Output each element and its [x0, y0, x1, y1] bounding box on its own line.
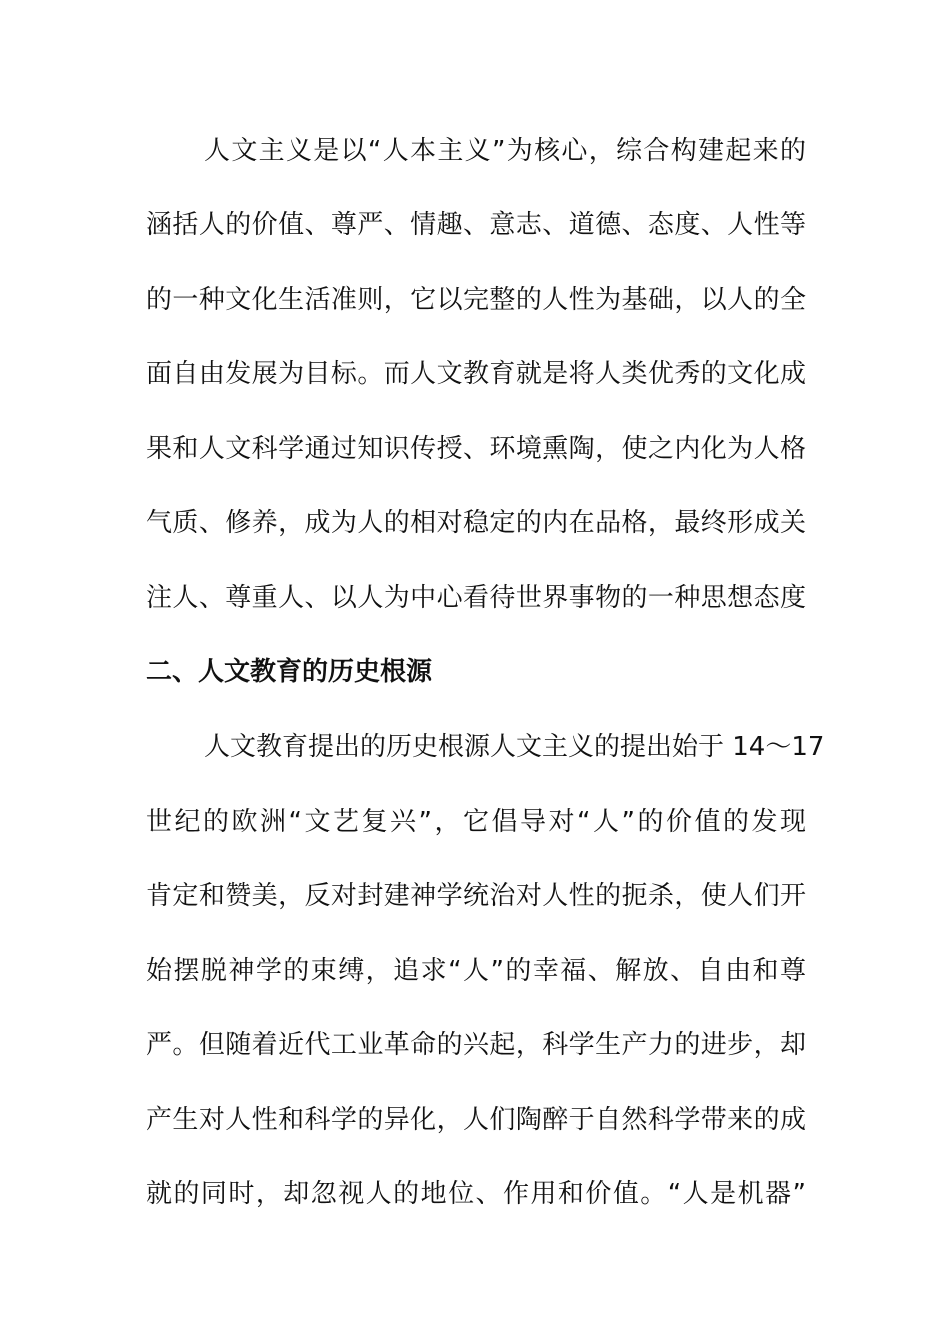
paragraph1-line-1: 人文主义是以“人本主义”为核心，综合构建起来的 [204, 136, 806, 166]
paragraph2-line-7: 就的同时，却忽视人的地位、作用和价值。“人是机器” [146, 1179, 806, 1209]
paragraph1-line-6: 气质、修养，成为人的相对稳定的内在品格，最终形成关 [146, 508, 806, 538]
paragraph2-line-5: 严。但随着近代工业革命的兴起，科学生产力的进步，却 [146, 1030, 806, 1060]
paragraph2-line-2: 世纪的欧洲“文艺复兴”，它倡导对“人”的价值的发现 [146, 807, 806, 837]
paragraph2-line-6: 产生对人性和科学的异化，人们陶醉于自然科学带来的成 [146, 1105, 806, 1135]
paragraph1-line-5: 果和人文科学通过知识传授、环境熏陶，使之内化为人格 [146, 434, 806, 464]
paragraph2-line-4: 始摆脱神学的束缚，追求“人”的幸福、解放、自由和尊 [146, 956, 806, 986]
paragraph2-line-3: 肯定和赞美，反对封建神学统治对人性的扼杀，使人们开 [146, 881, 806, 911]
paragraph2-line-1: 人文教育提出的历史根源人文主义的提出始于 14～17 [204, 732, 825, 762]
paragraph1-line-2: 涵括人的价值、尊严、情趣、意志、道德、态度、人性等 [146, 210, 806, 240]
section-heading: 二、人文教育的历史根源 [146, 657, 433, 687]
paragraph1-line-7: 注人、尊重人、以人为中心看待世界事物的一种思想态度 [146, 583, 806, 613]
paragraph1-line-3: 的一种文化生活准则，它以完整的人性为基础，以人的全 [146, 285, 806, 315]
paragraph1-line-4: 面自由发展为目标。而人文教育就是将人类优秀的文化成 [146, 359, 806, 389]
